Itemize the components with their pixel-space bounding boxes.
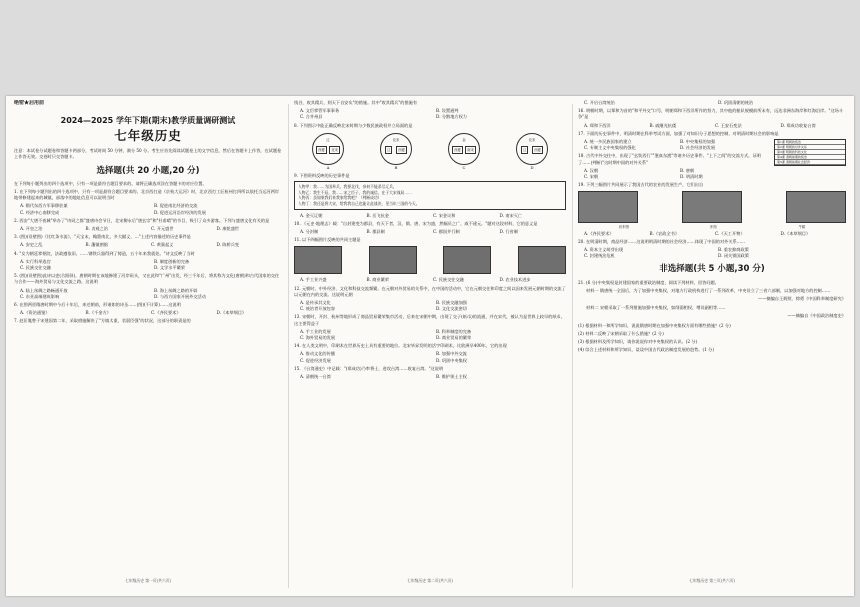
answer-option: C. 民族交往交融 xyxy=(433,277,464,283)
answer-options xyxy=(584,100,846,106)
answer-option: A. 安史之乱 xyxy=(20,242,43,248)
answer-option: D. 康乾盛世 xyxy=(216,226,240,232)
material-source: ——摘编自王炳照、徐勇《中国科举制度研究》 xyxy=(758,296,846,302)
answer-option: A. 分封制 xyxy=(300,229,319,234)
answer-option: B. 岳飞抗金 xyxy=(366,212,389,218)
historical-image xyxy=(518,246,566,274)
source-table xyxy=(294,181,566,209)
option-letter: C xyxy=(462,164,466,170)
map-circle xyxy=(516,133,548,165)
answer-option: D.《本草纲目》 xyxy=(780,230,811,236)
section-intro: 在下列每小题列出的四个选项中，只有一项是最符合题目要求的。请将正确选项涂在答题卡的对应位置。 xyxy=(14,180,207,186)
question-text: 17. 下面的历史事件中，明清时期在科举考试方面，加强了对知识分子思想的控制，对明清时期社会的影响是 xyxy=(578,130,779,136)
answer-option: B. 郡县制 xyxy=(366,229,385,234)
page-footer: 七年级历史 第二页(共六页) xyxy=(407,577,453,583)
column-3-questions xyxy=(578,100,846,353)
contents-row: 第1课 明朝的统治 xyxy=(775,140,845,145)
material-text: 材料一 隋唐统一全国后，为了加强中央集权，对地方行政机构进行了一系列改革，中央设立了三省六部制，以加强对地方的控制…… xyxy=(586,287,831,293)
answer-option: C. 专制主义中央集权的强化 xyxy=(584,145,636,151)
question-text: 16. 明朝时期，以郑和为首的"和平外交"口号，明朝郑和下西洋所作的努力，其中他的船队规模前所未有，远达非洲东海岸和红海沿岸。"这场斗争"是 xyxy=(578,108,844,120)
map-region: 西夏 xyxy=(452,146,463,154)
question-text: (3) 根据材料及所学知识，请你说说你对中央集权的认识。(2 分) xyxy=(578,339,698,345)
question-text: 6. 在图两晋隋唐时期中今后十年后，来迁朝前，形诸如的诗圣……(图)(不计算)……这说明 xyxy=(14,302,181,308)
answer-options xyxy=(584,231,846,237)
answer-options xyxy=(20,259,282,271)
answer-option: D. 巩固清朝的统治 xyxy=(718,100,754,105)
answer-option: B. 加强中外交流 xyxy=(436,351,467,357)
question-text: (2) 材料二反映了宋朝采取了什么措施？(2 分) xyxy=(578,330,664,336)
answer-option: C. 宋金议和 xyxy=(433,212,456,218)
map-regions xyxy=(451,146,477,154)
page-footer: 七年级历史 第一页(共六页) xyxy=(125,577,171,583)
map-option xyxy=(448,133,480,171)
answer-option: A. 推动文化的传播 xyxy=(300,351,335,357)
answer-option: D. 郑成功收复台湾 xyxy=(780,122,816,128)
map-region: 西夏 xyxy=(396,146,407,154)
answer-options xyxy=(300,213,566,219)
answer-option: C. 民族交往交融 xyxy=(20,265,51,271)
table-row: 人物甲：我……为国举兵，我要北伐，奈何不能杀尽辽兵。 xyxy=(298,184,397,190)
answer-option: C. 统治者开放包容 xyxy=(300,306,336,312)
answer-option: B. 维护领土主权 xyxy=(436,374,467,380)
answer-option: D. 巩固中央集权 xyxy=(436,357,467,363)
answer-option: D. 商业贸易的繁荣 xyxy=(436,335,472,341)
question-text: 2. 西安"大唐不夜城"举办了"诗词之都"盛唐诗会节日，北宋柳永后"唐玄宗"和"杜甫晴"的节目，吸引了众多游客。下列与盛唐文化有关的是 xyxy=(14,217,270,223)
answer-options xyxy=(300,277,566,283)
answer-option: A. 实行科举选官 xyxy=(20,258,51,264)
question-text: 4. "女为朝廷掌枢院，法政遵依旧。……钢铁兵器得到了铸造，五个年来我就处。"诗文反映了当时 xyxy=(14,250,195,256)
column-3 xyxy=(578,100,846,590)
question-text: 19. 下列三幅图片共同展示了我国古代的农业的发展生产，它们出自 xyxy=(578,182,704,188)
answer-option: C. 促进经济发展 xyxy=(300,357,331,363)
answer-options xyxy=(584,168,770,180)
answer-options xyxy=(584,123,846,129)
answer-options xyxy=(300,329,566,341)
historical-image xyxy=(294,246,342,274)
answer-option: D. 社会经济的发展 xyxy=(680,145,716,151)
question-text: 15. 《台湾通史》中记载："(郑成功)乃率将士，进攻台湾……收复台湾。"这说明 xyxy=(294,365,444,371)
question-text: (4) 综合上述材料和所学知识，谈谈中国古代政治制度发展的趋势。(1 分) xyxy=(578,347,714,353)
contents-row: 第4课 清朝前期的统治 xyxy=(775,155,845,160)
confidential-mark: 绝密★启用前 xyxy=(14,100,45,106)
answer-options xyxy=(20,242,282,248)
answer-option: C.《齐民要术》 xyxy=(151,310,181,316)
question-text: 7. 赵匡胤曾于宋建国第二年，采取措施解决了"方镇太重，君弱臣强"的状况，这部分的职责是的 xyxy=(14,318,191,324)
column-1 xyxy=(14,100,282,590)
contents-row: 第3课 明朝的科技文化 xyxy=(775,150,845,155)
option-letter: B xyxy=(394,164,398,170)
answer-option: C.《天工开物》 xyxy=(715,230,745,236)
answer-option: D.《本草纲目》 xyxy=(216,310,247,316)
answer-options xyxy=(584,247,846,259)
answer-option: B. 中央集权的加强 xyxy=(680,139,716,145)
table-row: 人物乙：我生不辰，我……宋之臣子，我的诚信，在于大宋战局…… xyxy=(298,189,412,195)
material-source: ——摘编自《中国政治制度史》 xyxy=(787,313,846,319)
map-region: 北宋 xyxy=(329,146,340,154)
answer-option: A. 资本主义萌芽出现 xyxy=(584,247,624,253)
answer-option: C. 经济中心南移完成 xyxy=(20,209,60,215)
question-text: (1) 根据材料一和所学知识，说说隋唐时期在加强中央集权方面有哪些措施？(2 分) xyxy=(578,322,731,328)
contents-row: 第5课 清朝前期社会经济 xyxy=(775,160,845,165)
answer-option: B. 民族交融加强 xyxy=(436,300,467,306)
map-label: 金 xyxy=(462,137,466,142)
question-text: 18. 古代中外交往中，出现了"玄奘西行""鉴真东渡"等诸多历史事件。"上下之间"的交流方式，证明了……(判断)"这时期中国的对外关系" xyxy=(578,153,761,165)
map-options xyxy=(294,133,566,171)
answer-options xyxy=(300,300,566,312)
answer-option: B. 藩镇割据 xyxy=(85,242,108,248)
answer-options xyxy=(584,139,770,151)
historical-image xyxy=(682,191,742,223)
map-regions xyxy=(315,146,341,154)
answer-options xyxy=(20,203,282,215)
map-circle xyxy=(380,133,412,165)
column-2-questions xyxy=(294,100,566,380)
section-title-choice: 选择题(共 20 小题,20 分) xyxy=(96,165,200,176)
question-text: 13. 宋朝时，开封、杭州等地形成了商品贸易繁荣集市活动，后来在宋朝中期，出现了交子(纸币)的流通，并在宋代，被认为是世界上较早的纸币。这主要得益于 xyxy=(294,314,565,326)
question-text: 8. 下列图示中能正确反映北宋时期与少数民族政权并立局面的是 xyxy=(294,122,413,128)
map-region: 南宋 xyxy=(465,146,476,154)
textbook-contents xyxy=(774,139,846,166)
map-circle xyxy=(448,133,480,165)
answer-option: C. 海外贸易的发展 xyxy=(300,335,336,341)
answer-option: B. 商业繁荣 xyxy=(366,277,389,283)
answer-option: C. 封建统治危机 xyxy=(584,253,615,259)
answer-option: A. 隋代东西方军事移驻兼 xyxy=(20,203,68,209)
question-text: 5. (图)(设壁图)此诗以吏(合阳驿)，唐朝时期在该地修建了河岸码头，又在此和"广州"出发，经三千年后，将其称为文化(唐朝)和古代国家的交往与合作——海外贸易与文化交流之路。这说明 xyxy=(14,273,280,285)
column-1-questions xyxy=(14,189,282,325)
answer-option: D. 促进运河沿岸经济的发展 xyxy=(154,209,206,215)
map-label: 辽 xyxy=(326,137,330,142)
question-text: 1. 在下列每小题列出的四个选项中，只有一项是最符合题目要求的。北京西打造《京杭大运河》时，北京西打工匠杭州打四所以依托当运河两岸地带修建起来的城镇，部落中的地址信息可以说明当时 xyxy=(14,189,279,201)
map-regions xyxy=(519,146,545,154)
image-caption: 织布 xyxy=(710,225,718,230)
answer-options xyxy=(300,351,566,363)
answer-option: A. 统一多民族国家的建立 xyxy=(584,139,632,145)
historical-image xyxy=(443,246,491,274)
question-text: 21. (6 分)中央集权是封建国家的重要政治制度，阅读下列材料，回答问题。 xyxy=(578,279,719,285)
answer-options xyxy=(300,229,566,235)
exam-notice: 注意：本试卷分试题卷和答题卡两部分，考试时间 50 分钟，满分 50 分。考生应首先阅读试题卷上的文字信息，然后在答题卡上作答，在试题卷上作答无效。交卷时只交答题卡。 xyxy=(14,147,282,159)
map-option xyxy=(380,133,412,171)
answer-options xyxy=(300,374,566,380)
page-footer: 七年级历史 第三页(共六页) xyxy=(689,577,735,583)
table-row: 人物丙：虽如果我们来我家给我吧？（判断成功） xyxy=(298,195,382,201)
answer-option: A. 是传承其文化 xyxy=(300,300,331,306)
section-title: 非选择题(共 5 小题,30 分) xyxy=(659,264,765,275)
question-text: 9. 下图资料反映的历史事件是 xyxy=(294,173,350,179)
map-option xyxy=(516,133,548,171)
image-caption: 牛耕 xyxy=(798,225,806,230)
question-text: 20. 在明清时期，商品经济……这说明明清时期的社会经济……体现了中国的对外关系…… xyxy=(578,238,746,244)
answer-option: A. 手工业兴盛 xyxy=(300,277,327,283)
answer-option: B. 设置通判 xyxy=(436,108,459,114)
historical-image xyxy=(578,191,638,223)
answer-option: A. 手工业的发展 xyxy=(300,328,331,334)
answer-option: B. 贞观之治 xyxy=(85,226,108,232)
subject-title: 七年级历史 xyxy=(114,128,182,144)
exam-sheet xyxy=(6,96,854,596)
answer-option: B. 制度创新的完备 xyxy=(154,258,190,264)
answer-option: D. 南宋灭亡 xyxy=(499,212,523,218)
answer-option: B. 促进南北经济的交流 xyxy=(154,203,198,209)
answer-option: C. 黄巢起义 xyxy=(151,242,174,248)
answer-option: A.《齐民要术》 xyxy=(584,230,614,236)
answer-options xyxy=(300,108,566,120)
answer-option: C. 开启台湾统治 xyxy=(584,100,615,105)
answer-option: D. 明清时期 xyxy=(680,174,703,180)
column-divider xyxy=(288,104,289,588)
option-letter: A xyxy=(326,164,330,170)
question-text: 11. 以下四幅图片反映的共同主题是 xyxy=(294,237,361,243)
table-row: 人物丁：我还是将大宋，给我我自己也能让此战决，见当年三国的今天。 xyxy=(298,201,420,206)
image-row xyxy=(294,246,566,274)
answer-options xyxy=(20,226,282,232)
answer-option: A. 陆上丝绸之路畅通开放 xyxy=(20,287,68,293)
answer-option: D. 陈桥兵变 xyxy=(216,242,240,248)
answer-option: D. 农业技术进步 xyxy=(499,277,531,283)
option-letter: D xyxy=(530,164,534,170)
material-text: 材料二 宋朝采取了一系列措施加强中央集权，如削弱相权、增设副相等…… xyxy=(586,305,726,311)
answer-option: A. 文臣掌管军事事务 xyxy=(300,108,340,114)
question-text: 12. 元朝时，中外经济、文化和科技交流频繁。在元朝对外贸易的关系中，在中国的活动中，它在元朝交往和印度之间以国来发展元朝时期的交流了以元朝在内的交流。这说明元朝 xyxy=(294,285,566,297)
column-2 xyxy=(294,100,566,590)
answer-option: C. 合并州县 xyxy=(300,114,323,120)
map-regions xyxy=(383,146,409,154)
answer-option: D. 分散地方权力 xyxy=(436,114,467,120)
image-row xyxy=(578,191,846,223)
answer-option: B. 重农抑商政策 xyxy=(718,247,749,253)
map-region: 西夏 xyxy=(532,146,543,154)
map-circle xyxy=(312,133,344,165)
answer-option: D. 行省制 xyxy=(499,229,518,234)
column-divider xyxy=(572,104,573,588)
map-option xyxy=(312,133,344,171)
answer-option: A.《资治通鉴》 xyxy=(20,310,50,316)
answer-option: B.《千金方》 xyxy=(85,310,111,316)
question-text: 14. 在人类文明中，印刷术在世界历史上具有重要的地位。北宋毕昇发明的活字印刷术，比欧洲早400年，它的出现 xyxy=(294,343,507,349)
answer-option: A. 清朝统一台湾 xyxy=(300,374,331,380)
map-label: 北宋 xyxy=(528,137,536,142)
answer-option: C. 郡国并行制 xyxy=(433,229,460,234)
map-region: 西夏 xyxy=(316,146,327,154)
image-caption: 纺车图 xyxy=(618,225,629,230)
answer-option: A. 开皇之治 xyxy=(20,226,43,232)
answer-option: B. 海上丝绸之路的开辟 xyxy=(154,287,198,293)
answer-option: B. 科举制度的完备 xyxy=(436,328,472,334)
answer-option: D. 闭关锁国政策 xyxy=(718,253,749,259)
answer-option: C. 宋朝 xyxy=(584,174,599,180)
historical-image xyxy=(786,191,846,223)
answer-option: C. 开元盛世 xyxy=(151,226,174,232)
answer-option: B. 戚继光抗倭 xyxy=(649,122,677,128)
exam-title: 2024—2025 学年下期(期末)教学质量调研测试 xyxy=(60,116,236,126)
answer-options xyxy=(20,310,282,316)
answer-option: C. 东亚高端建筑影响 xyxy=(20,293,60,299)
historical-image xyxy=(369,246,417,274)
map-region: 辽 xyxy=(385,146,392,154)
answer-option: C. 王安石变法 xyxy=(715,122,742,128)
answer-option: B.《农政全书》 xyxy=(649,230,680,236)
map-region: 辽 xyxy=(521,146,528,154)
contents-row: 第2课 明朝的对外关系 xyxy=(775,145,845,150)
answer-option: D. 与西方国家开展外交活动 xyxy=(154,293,206,299)
answer-option: D. 文学水平繁荣 xyxy=(154,265,185,271)
answer-option: A. 汉朝 xyxy=(584,167,599,173)
answer-option: D. 文化交流密切 xyxy=(436,306,467,312)
question-text: 10. 《元史·地理志》载："自封建变为郡县，有天下者，汉、隋、唐、宋为盛，然幅员之广，咸不逮元。"题对这段材料，它的意义是 xyxy=(294,220,538,226)
question-text: 3. (图)(设壁图)《比红条水流》，"天宝末，翰墨南北，多大赋义，…"上述内容描述的历史事件是 xyxy=(14,234,191,240)
answer-options xyxy=(20,288,282,300)
answer-option: B. 唐朝 xyxy=(680,167,695,173)
answer-option: A. 金灭辽朝 xyxy=(300,212,323,218)
question-text: 钱谷，收其精兵，则天下自安矣"的措施。其中"收其精兵"的措施有 xyxy=(294,100,418,105)
answer-option: A. 郑和下西洋 xyxy=(584,122,611,128)
map-label: 北宋 xyxy=(392,137,400,142)
